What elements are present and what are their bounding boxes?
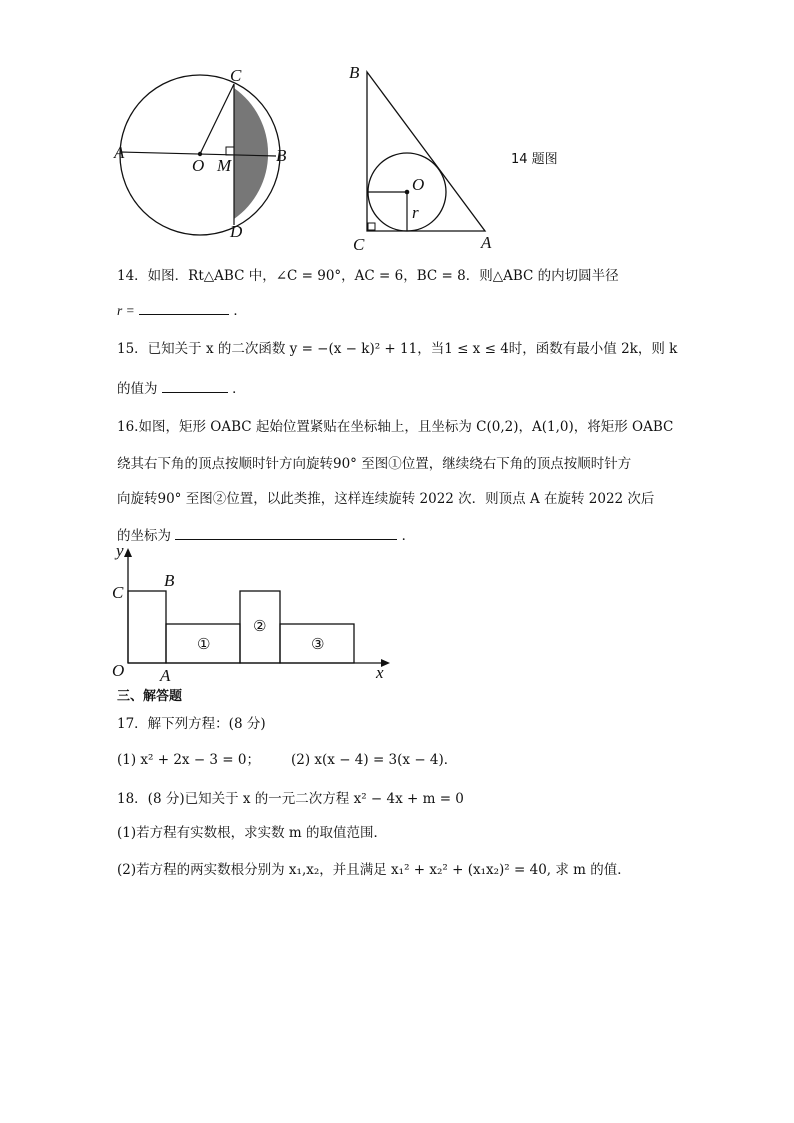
label-x: x (376, 663, 384, 682)
q15-suffix: ． (232, 381, 246, 397)
label-c: C (353, 235, 365, 254)
label-a: A (481, 233, 492, 252)
right-angle-mark (368, 223, 375, 230)
label-r: r (412, 203, 419, 222)
label-a: A (160, 666, 171, 682)
label-o: O (112, 661, 125, 680)
q17-title: 17．解下列方程：(8 分) (117, 716, 266, 732)
right-angle-mark (226, 147, 234, 155)
q16-prefix: 的坐标为 (117, 528, 171, 544)
label-c: C (230, 66, 242, 85)
q16-line1: 16.如图，矩形 OABC 起始位置紧贴在坐标轴上，且坐标为 C(0,2)，A(1,0)，将矩形 OABC (117, 419, 674, 435)
q16-line3: 向旋转90° 至图②位置，以此类推，这样连续旋转 2022 次．则顶点 A 在旋转 2022 次后 (117, 491, 655, 507)
q14-r-prefix: r = (117, 303, 135, 318)
label-o: O (412, 175, 425, 194)
radius-oc (200, 84, 234, 154)
triangle-abc (367, 72, 485, 231)
label-rect-2: ② (253, 617, 267, 635)
incenter-point (405, 190, 410, 195)
label-b: B (276, 146, 287, 165)
section-heading: 三、解答题 (117, 689, 183, 704)
q16-suffix: ． (401, 528, 416, 544)
q14-line2 (117, 300, 247, 321)
rotation-figure (108, 540, 398, 682)
rect-start (128, 591, 166, 663)
q15-prefix: 的值为 (117, 381, 158, 397)
q14-suffix: ． (233, 303, 247, 319)
q18-part1: (1)若方程有实数根，求实数 m 的取值范围． (117, 825, 388, 841)
label-d: D (230, 222, 243, 241)
label-b: B (349, 63, 360, 82)
q18-title: 18．(8 分)已知关于 x 的一元二次方程 x² − 4x + m = 0 (117, 791, 464, 807)
q17-part2: (2) x(x − 4) = 3(x − 4)． (291, 752, 458, 768)
q14-line1: 14．如图．Rt△ABC 中，∠C = 90°，AC = 6，BC = 8．则△ABC 的内切圆半径 (117, 268, 619, 284)
q16-answer-blank[interactable] (175, 525, 397, 540)
label-a: A (114, 143, 125, 162)
label-m: M (217, 156, 232, 175)
q16-line2: 绕其右下角的顶点按顺时针方向旋转90° 至图①位置，继续绕右下角的顶点按顺时针方 (117, 456, 632, 472)
triangle-figure (345, 58, 515, 258)
q15-line2 (117, 378, 246, 399)
q14-answer-blank[interactable] (139, 300, 229, 315)
label-rect-1: ① (197, 635, 211, 653)
figure-14-caption: 14 题图 (511, 152, 558, 167)
circle-figure (110, 65, 300, 245)
label-rect-3: ③ (311, 635, 325, 653)
shaded-segment (234, 88, 268, 219)
q17-part1: (1) x² + 2x − 3 = 0； (117, 752, 261, 768)
label-c: C (112, 583, 124, 602)
y-axis-arrow (124, 548, 132, 557)
label-b: B (164, 571, 175, 590)
q15-line1: 15．已知关于 x 的二次函数 y = −(x − k)² + 11，当1 ≤ x ≤ 4时，函数有最小值 2k，则 k (117, 341, 678, 357)
q15-answer-blank[interactable] (162, 378, 228, 393)
label-y: y (116, 541, 124, 560)
label-o: O (192, 156, 205, 175)
q18-part2: (2)若方程的两实数根分别为 x₁,x₂，并且满足 x₁² + x₂² + (x₁x₂)² = 40, 求 m 的值． (117, 862, 631, 878)
